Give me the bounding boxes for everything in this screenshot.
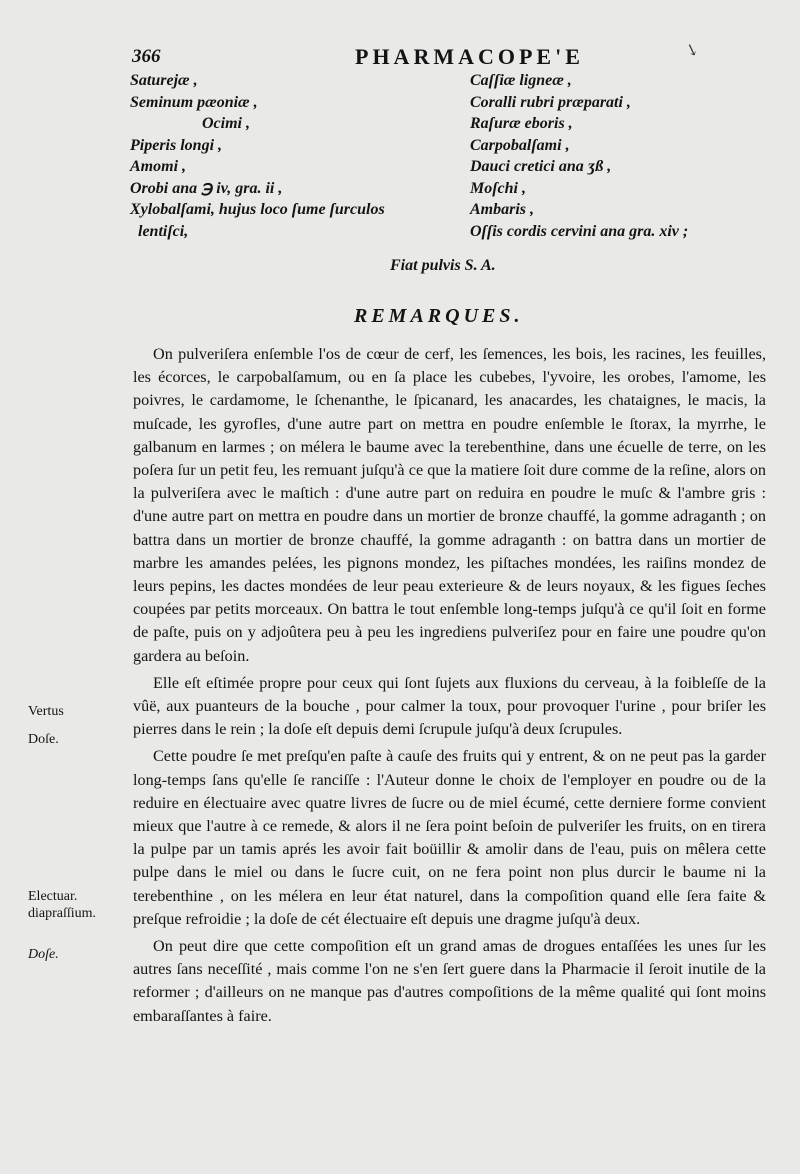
fiat-instruction: Fiat pulvis S. A. [390, 257, 496, 274]
ingredient-item: lentiſci, [138, 222, 189, 240]
ingredient-item: Coralli rubri præparati , [470, 93, 631, 111]
section-title: REMARQUES. [354, 305, 524, 327]
ingredient-item: Raſuræ eboris , [470, 115, 573, 132]
ingredient-item: Seminum pæoniæ , [130, 93, 258, 111]
margin-note-electuar: Electuar. diapraſſium. [28, 889, 97, 921]
margin-note-dose: Doſe. [28, 947, 59, 962]
ingredient-item: Ocimi , [202, 115, 250, 132]
ingredient-item: Ambaris , [470, 201, 535, 218]
paragraph: Cette poudre ſe met preſqu'en paſte à cauſe des fruits qui y entrent, & on ne peut pas la garder long-temps ſans qu'elle ſe ranciſſe : l'Auteur donne le choix de l'employer en poudre ou de la reduire en électuaire avec quatre livres de ſucre ou de miel écumé, cette derniere forme convient mieux que l'autre à ce remede, & alors il ne ſera point beſoin de pulveriſer les fruits, on en tirera la pulpe par un tamis aprés les avoir fait boüillir & amolir dans de l'eau, puis on mêlera cette pulpe dans le miel ou dans le ſucre cuit, on ne fera point non plus durcir le baume ni la terebenthine , on les mélera en leur état naturel, dans la compoſition quand elle ſera faite & preſque refroidie ; la doſe de cét électuaire eſt depuis une dragme juſqu'à deux. [133, 747, 766, 928]
ingredient-item: Carpobalſami , [470, 136, 570, 154]
ingredient-item: Caſſiæ ligneæ , [470, 72, 572, 89]
ingredients-left-column [130, 70, 460, 242]
ingredient-item: Xylobalſami, hujus loco ſume ſurculos [130, 201, 385, 218]
paragraph: On peut dire que cette compoſition eſt un grand amas de drogues entaſſées les unes ſur les autres ſans neceſſité , mais comme l'on ne s'en ſert guere dans la Pharmacie il ſeroit inutile de la reformer ; d'ailleurs on ne manque pas d'autres compoſitions de la même qualité qui ſont moins embaraſſantes à faire. [133, 937, 766, 1025]
paragraph: On pulveriſera enſemble l'os de cœur de cerf, les ſemences, les bois, les racines, les feuilles, les écorces, le carpobalſamum, ou en ſa place les cubebes, l'yvoire, les orobes, l'amome, les poivres, le cardamome, le ſchenanthe, le ſpicanard, les anacardes, les chataignes, le macis, la muſcade, les gyrofles, d'une autre part on mettra en poudre enſemble le ſtorax, la myrrhe, le galbanum en larmes ; on mélera le baume avec la terebenthine, dans une écuelle de terre, on les poſera ſur un petit feu, les remuant juſqu'à ce que la matiere ſoit dure comme de la reſine, alors on la pulveriſera avec le maſtich : d'une autre part on reduira en poudre le muſc & l'ambre gris : d'une autre part on mettra en poudre dans un mortier de bronze chauffé, la gomme adraganth ; on battra dans un mortier de bronze chauffé, la gomme adraganth : on battra dans un mortier de marbre les amandes pelées, les pignons mondez, les piſtaches mondées, les raiſins mondez de leurs pepins, les dactes mondées de leur peau exterieure & de leurs noyaux, & les figues ſeches coupées par petits morceaux. On battra le tout enſemble long-temps juſqu'à ce qu'il ſoit en forme de paſte, puis on y adjoûtera peu à peu les ingrediens pulveriſez pour en faire une poudre qu'on gardera au beſoin. [133, 345, 766, 665]
ingredient-item: Saturejæ , [130, 72, 198, 89]
ingredient-item: Oſſis cordis cervini ana gra. xiv ; [470, 222, 689, 240]
corner-mark-icon: ↘ [682, 40, 701, 61]
body-text [133, 343, 766, 1032]
margin-note-vertus: Vertus [28, 704, 64, 719]
ingredient-item: Dauci cretici ana ʒß , [470, 158, 612, 175]
page-number: 366 [132, 46, 161, 67]
ingredient-item: Amomi , [130, 158, 187, 175]
running-head: PHARMACOPE'E [355, 44, 584, 69]
margin-note-dose: Doſe. [28, 732, 59, 747]
ingredient-item: Moſchi , [470, 179, 526, 197]
ingredients-right-column [470, 70, 800, 242]
ingredient-item: Piperis longi , [130, 136, 223, 154]
ingredient-item: Orobi ana ℈ iv, gra. ii , [130, 179, 283, 197]
paragraph: Elle eſt eſtimée propre pour ceux qui ſont ſujets aux fluxions du cerveau, à la foibleſſe de la vûë, aux puanteurs de la bouche , pour calmer la toux, pour provoquer l'urine , pour briſer les pierres dans le rein ; la doſe eſt depuis demi ſcrupule juſqu'à deux ſcrupules. [133, 673, 766, 739]
